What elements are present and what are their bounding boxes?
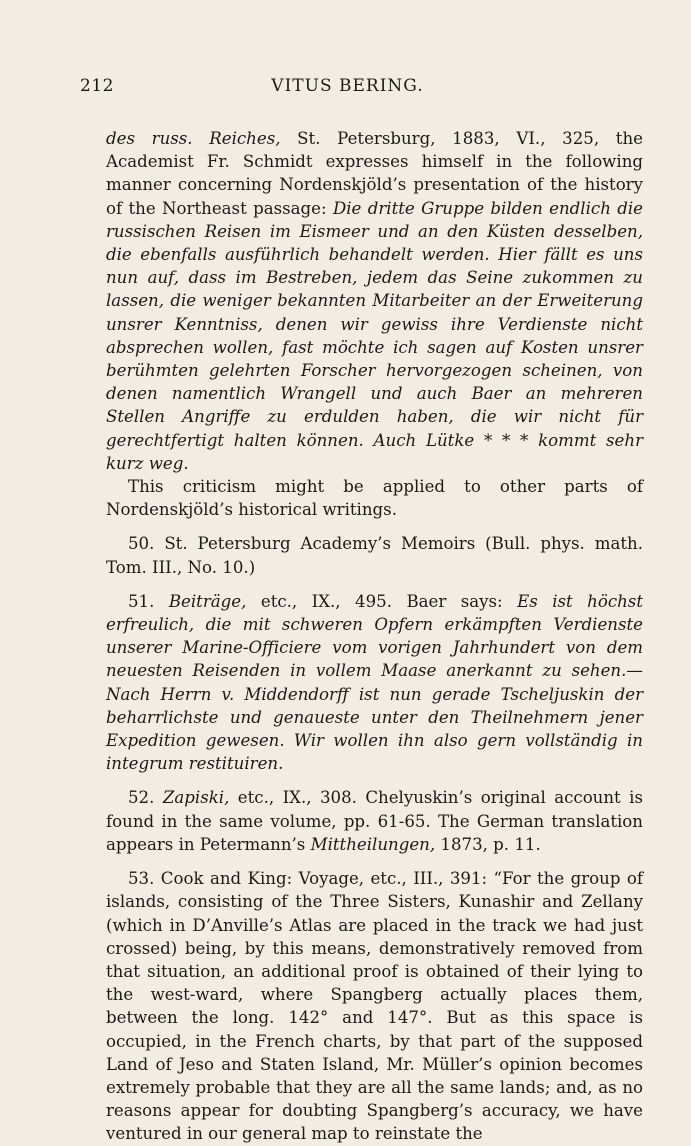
note-51-text: etc., IX., 495. Baer says: [246, 591, 518, 611]
note-53: 53. Cook and King: Voyage, etc., III., 391: “For the group of islands, consisting of the Three Sisters, Kunashir and Zellany (which in D’Anville’s Atlas are placed in the track we had just crossed) being, by this means, demonstratively removed from that situation, an additional proof is obtained of their lying to the west-ward, where Spangberg actually places them, between the long. 142° and 147°. But as this space is occupied, in the French charts, by that part of the supposed Land of Jeso and Staten Island, Mr. Müller’s opinion becomes extremely probable that they are all the same lands; and, as no reasons appear for doubting Spangberg’s accuracy, we have ventured in our general map to reinstate the [106, 869, 643, 1144]
page-number: 212 [80, 76, 114, 96]
note-52-citation: 1873, p. 11. [435, 834, 541, 854]
note-52 [106, 786, 643, 856]
note-52-source: Zapiski, [162, 788, 230, 808]
note-51-source: Beiträge, [168, 591, 247, 611]
german-quotation: Die dritte Gruppe bilden endlich die russischen Reisen im Eismeer und an den Küsten desselben, die ebenfalls ausführlich behandelt werden. Hier fällt es uns nun auf, dass im Bestreben, jedem das Seine zukommen zu lassen, die weniger bekannten Mitarbeiter an der Erweiterung unsrer Kenntniss, denen wir gewiss ihre Verdienste nicht absprechen wollen, fast möchte ich sagen auf Kosten unsrer berühmten gelehrten Forscher hervorgezogen scheinen, von denen namentlich Wrangell und auch Baer an mehreren Stellen Angriffe zu erdulden haben, die wir nicht für gerechtfertigt halten können. Auch Lütke * * * kommt sehr kurz weg. [106, 198, 643, 473]
note-51-number: 51. [128, 591, 169, 611]
page-header [80, 76, 615, 102]
note-52-text: etc., IX., 308. Chelyuskin’s original account is found in the same volume, pp. 61-65. The German translation appears in Petermann’s [106, 788, 643, 854]
note-52-journal: Mittheilungen, [310, 834, 436, 854]
note-49-text: St. Petersburg, 1883, VI., 325, the Academist Fr. Schmidt expresses himself in the following manner concerning Nordenskjöld’s presentation of the history of the Northeast passage: [106, 129, 643, 218]
criticism-paragraph: This criticism might be applied to other parts of Nordenskjöld’s historical writings. [106, 477, 643, 520]
note-49-continuation [106, 127, 643, 475]
note-52-number: 52. [128, 788, 163, 808]
note-51-quotation: Es ist höchst erfreulich, die mit schweren Opfern erkämpften Verdienste unserer Marine-Officiere vom vorigen Jahrhundert von dem neuesten Reisenden in vollem Maase anerkannt zu sehen.—Nach Herrn v. Middendorff ist nun gerade Tscheljuskin der beharrlichste und genaueste unter den Theilnehmern jener Expedition gewesen. Wir wollen ihn also gern vollständig in integrum restituiren. [106, 591, 643, 774]
page-body [106, 127, 643, 1146]
journal-title: des russ. Reiches, [106, 129, 281, 148]
running-title: VITUS BERING. [271, 76, 424, 96]
note-50: 50. St. Petersburg Academy’s Memoirs (Bull. phys. math. Tom. III., No. 10.) [106, 534, 643, 577]
note-51 [106, 590, 643, 776]
